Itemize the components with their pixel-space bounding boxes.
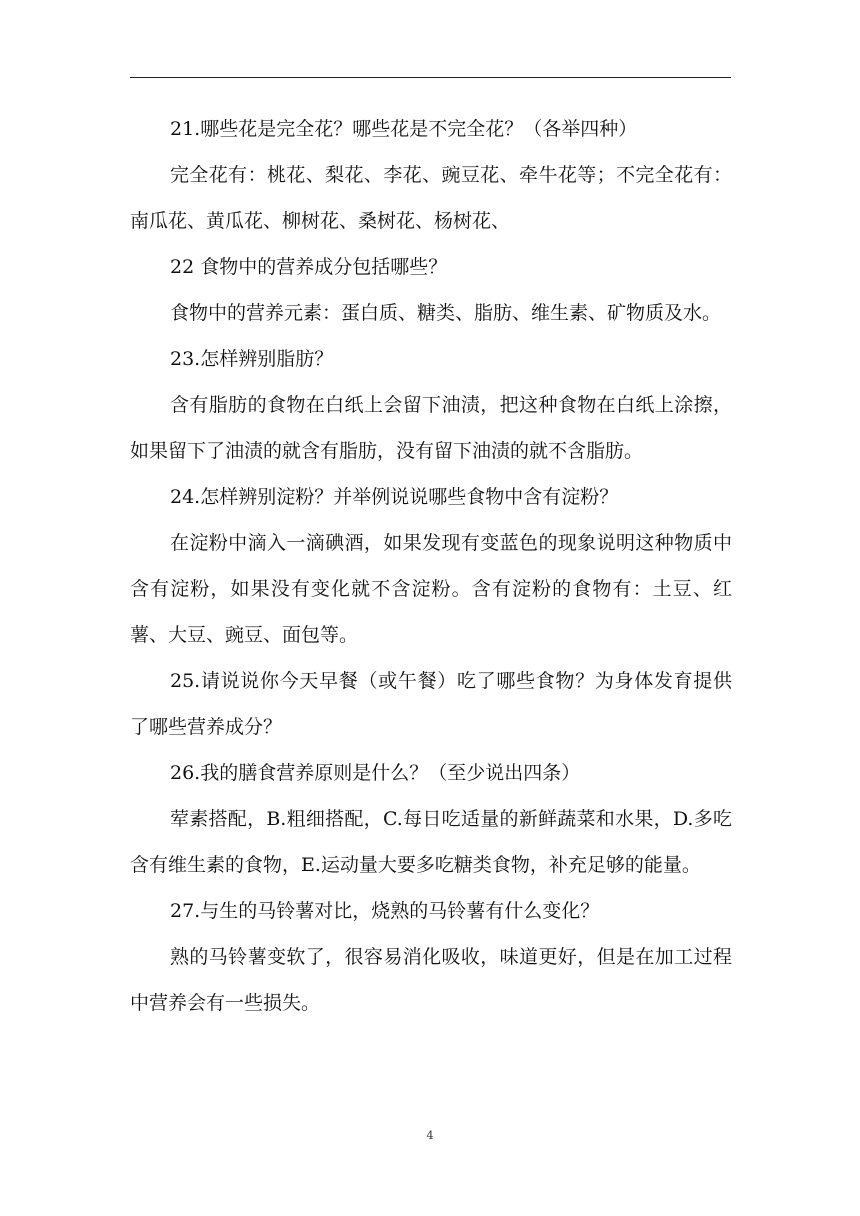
answer-26: 荤素搭配，B.粗细搭配，C.每日吃适量的新鲜蔬菜和水果，D.多吃含有维生素的食物，E.运动量大要多吃糖类食物，补充足够的能量。 xyxy=(130,808,732,876)
question-25: 25.请说说你今天早餐（或午餐）吃了哪些食物？为身体发育提供了哪些营养成分？ xyxy=(130,670,732,738)
question-26: 26.我的膳食营养原则是什么？（至少说出四条） xyxy=(170,762,581,784)
page-number: 4 xyxy=(426,1129,434,1142)
answer-22: 食物中的营养元素：蛋白质、糖类、脂肪、维生素、矿物质及水。 xyxy=(170,302,722,324)
answer-24: 在淀粉中滴入一滴碘酒，如果发现有变蓝色的现象说明这种物质中含有淀粉，如果没有变化就不含淀粉。含有淀粉的食物有：土豆、红薯、大豆、豌豆、面包等。 xyxy=(130,532,732,646)
question-23: 23.怎样辨别脂肪？ xyxy=(170,348,334,370)
answer-27: 熟的马铃薯变软了，很容易消化吸收，味道更好，但是在加工过程中营养会有一些损失。 xyxy=(130,946,732,1014)
question-27: 27.与生的马铃薯对比，烧熟的马铃薯有什么变化？ xyxy=(170,900,600,922)
question-24: 24.怎样辨别淀粉？并举例说说哪些食物中含有淀粉？ xyxy=(170,486,619,508)
document-body xyxy=(130,106,732,1026)
question-21: 21.哪些花是完全花？哪些花是不完全花？（各举四种） xyxy=(170,118,638,140)
header-rule xyxy=(130,77,731,78)
answer-23: 含有脂肪的食物在白纸上会留下油渍，把这种食物在白纸上涂擦，如果留下了油渍的就含有脂肪，没有留下油渍的就不含脂肪。 xyxy=(130,394,732,462)
question-22: 22 食物中的营养成分包括哪些？ xyxy=(170,256,448,278)
answer-21: 完全花有：桃花、梨花、李花、豌豆花、牵牛花等；不完全花有：南瓜花、黄瓜花、柳树花、桑树花、杨树花、 xyxy=(130,164,732,232)
